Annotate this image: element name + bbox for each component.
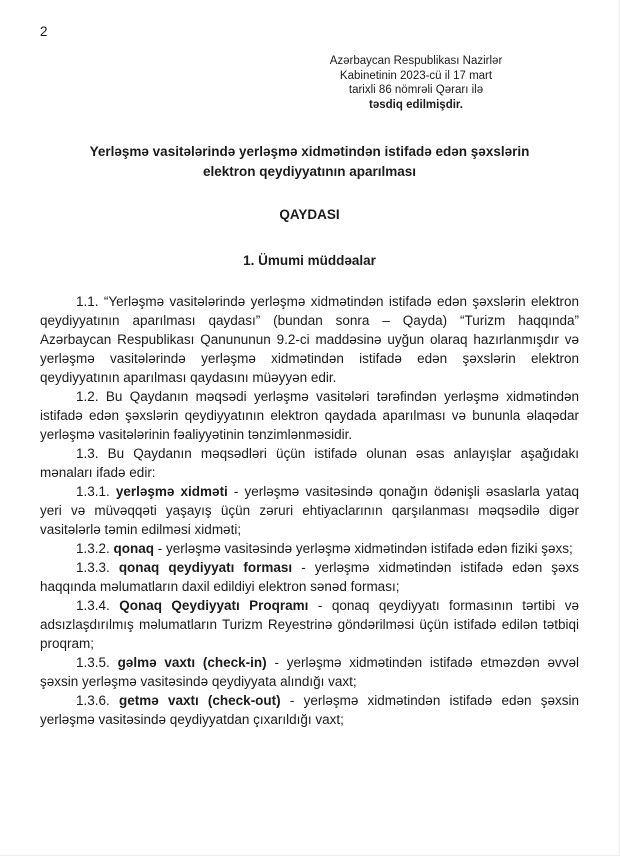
paragraph-1-3-4: [40, 596, 579, 653]
paragraph-number: 1.3.: [76, 446, 108, 461]
paragraph-1-3-1: [40, 482, 579, 539]
paragraph-1-3: [40, 444, 579, 482]
document-type-heading: QAYDASI: [279, 207, 340, 222]
paragraph-1-3-3: [40, 558, 579, 596]
section-1-heading: 1. Ümumi müddəalar: [243, 253, 376, 268]
defined-term: qonaq qeydiyyatı forması: [118, 560, 293, 575]
paragraph-1-3-5: [40, 653, 579, 691]
page-number: 2: [40, 24, 48, 39]
document-body: [40, 292, 579, 729]
paragraph-1-2: [40, 387, 579, 444]
defined-term: getmə vaxtı (check-out): [118, 693, 281, 708]
paragraph-number: 1.2.: [76, 389, 106, 404]
paragraph-number: 1.3.1.: [76, 484, 116, 499]
paragraph-number: 1.3.4.: [76, 598, 120, 613]
paragraph-text: Bu Qaydanın məqsədləri üçün istifadə olunan əsas anlayışlar aşağıdakı mənaları ifadə edir:: [40, 446, 579, 480]
paragraph-text: Bu Qaydanın məqsədi yerləşmə vasitələri tərəfindən yerləşmə xidmətindən istifadə edən şəxslərin qeydiyyatının elektron qaydada aparılması və bununla əlaqədar yerləşmə vasitələrinin fəaliyyətinin tənzimlənməsidir.: [40, 389, 579, 442]
paragraph-number: 1.1.: [76, 294, 104, 309]
defined-term: gəlmə vaxtı (check-in): [117, 655, 267, 670]
paragraph-1-1: [40, 292, 579, 387]
defined-term: Qonaq Qeydiyyatı Proqramı: [119, 598, 309, 613]
approval-block: [261, 54, 571, 112]
paragraph-1-3-2: [40, 539, 579, 558]
paragraph-text: - qonaq qeydiyyatı formasının tərtibi və adsızlaşdırılmış məlumatların Turizm Reyestrinə göndərilməsi üçün istifadə edilən tətbiqi proqram;: [40, 598, 579, 651]
approval-line: Azərbaycan Respublikası Nazirlər: [329, 55, 503, 67]
document-title: Yerləşmə vasitələrində yerləşmə xidmətindən istifadə edən şəxslərin elektron qeydiyyatının aparılması: [89, 144, 530, 179]
paragraph-1-3-6: [40, 691, 579, 729]
paragraph-number: 1.3.2.: [76, 541, 114, 556]
paragraph-number: 1.3.3.: [76, 560, 119, 575]
defined-term: yerləşmə xidməti: [115, 484, 228, 499]
defined-term: qonaq: [113, 541, 155, 556]
paragraph-text: - yerləşmə vasitəsində yerləşmə xidmətindən istifadə edən fiziki şəxs;: [154, 541, 573, 556]
approval-line-approved: təsdiq edilmişdir.: [369, 98, 463, 111]
paragraph-number: 1.3.5.: [76, 655, 118, 670]
paragraph-text: - yerləşmə xidmətindən istifadə edən şəxs haqqında məlumatların daxil edildiyi elektron sənəd forması;: [40, 560, 579, 594]
approval-line: Kabinetinin 2023-cü il 17 mart: [339, 69, 493, 82]
paragraph-text: - yerləşmə vasitəsində qonağın ödənişli əsaslarla yataq yeri və müvəqqəti yaşayış üçün zəruri ehtiyaclarının qarşılanması məqsədilə digər vasitələrlə təmin edilməsi xidməti;: [40, 484, 580, 537]
paragraph-text: - yerləşmə xidmətindən istifadə edən şəxsin yerləşmə vasitəsində qeydiyyatdan çıxarıldığı vaxt;: [40, 693, 579, 727]
approval-line: tarixli 86 nömrəli Qərarı ilə: [348, 84, 484, 96]
paragraph-number: 1.3.6.: [76, 693, 119, 708]
paragraph-text: “Yerləşmə vasitələrində yerləşmə xidmətindən istifadə edən şəxslərin elektron qeydiyyatının aparılması qaydası” (bundan sonra – Qayda) “Turizm haqqında” Azərbaycan Respublikası Qanununun 9.2-ci maddəsinə uyğun olaraq hazırlanmışdır və yerləşmə vasitələrində yerləşmə xidmətindən istifadə edən şəxslərin elektron qeydiyyatının aparılması qaydasını müəyyən edir.: [40, 294, 580, 385]
paragraph-text: - yerləşmə xidmətindən istifadə etməzdən əvvəl şəxsin yerləşmə vasitəsində qeydiyyata alındığı vaxt;: [40, 655, 579, 689]
